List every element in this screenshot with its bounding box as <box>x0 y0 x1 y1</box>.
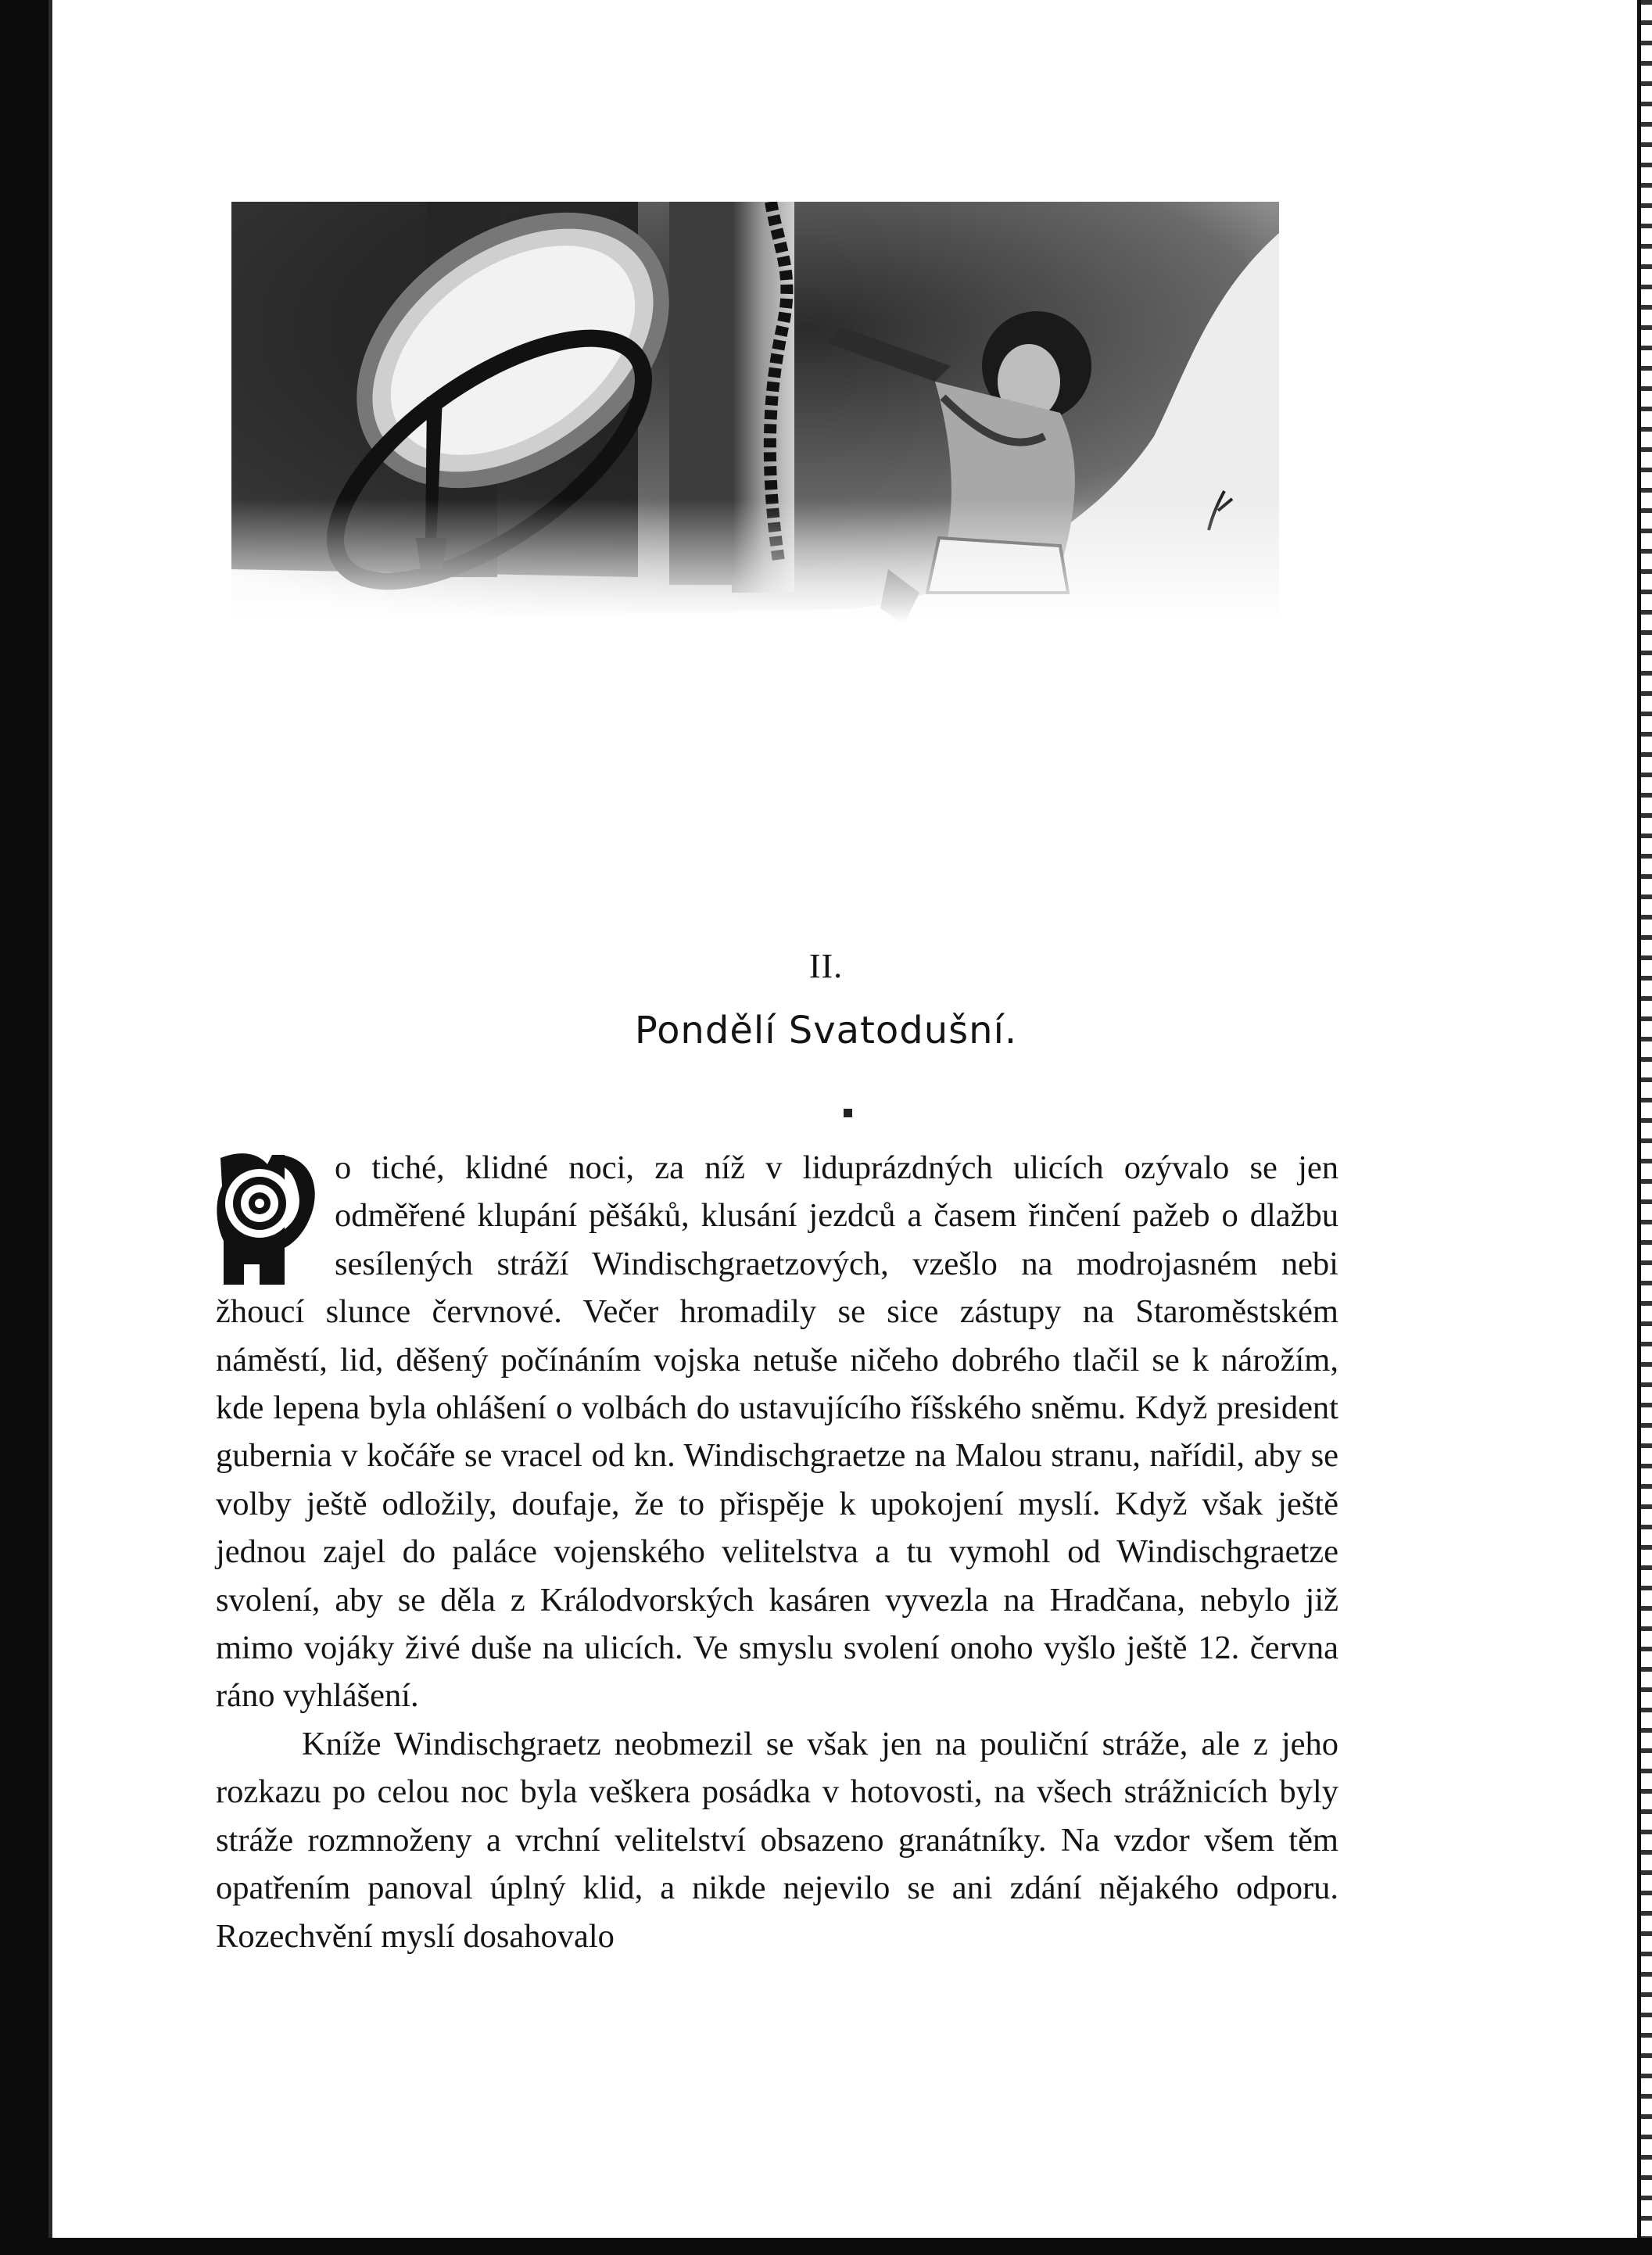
bell-ringer-illustration <box>231 202 1279 624</box>
chapter-number: II. <box>808 947 844 985</box>
scan-edge-left-inner <box>48 0 52 2255</box>
chapter-title: Pondělí Svatodušní. <box>634 1009 1018 1052</box>
decorative-initial-p-icon <box>213 1147 324 1285</box>
scan-edge-left <box>0 0 48 2255</box>
scan-edge-right-marks <box>1641 0 1652 2255</box>
scan-edge-bottom <box>0 2238 1652 2255</box>
body-text <box>216 1144 1338 1960</box>
paragraph-1: o tiché, klidné noci, za níž v liduprázdných ulicích ozývalo se jen odměřené klupání pěšáků, klusání jezdců a časem řinčení pažeb o dlažbu sesílených stráží Windischgraetzových, vzešlo na modrojasném nebi žhoucí slunce červnové. Večer hromadily se sice zástupy na Staroměstském náměstí, lid, děšený počínáním vojska netuše ničeho dobrého tlačil se k nárožím, kde lepena byla ohlášení o volbách do ustavujícího říšského sněmu. Když president gubernia v kočáře se vracel od kn. Windischgraetze na Malou stranu, nařídil, aby se volby ještě odložily, doufaje, že to přispěje k upokojení myslí. Když však ještě jednou zajel do paláce vojenského velitelstva a tu vymohl od Windischgraetze svolení, aby se děla z Králodvorských kasáren vyvezla na Hradčana, nebylo již mimo vojáky živé duše na ulicích. Ve smyslu svolení onoho vyšlo ještě 12. června ráno vyhlášení. <box>216 1149 1338 1715</box>
paragraph-2: Kníže Windischgraetz neobmezil se však jen na pouliční stráže, ale z jeho rozkazu po celou noc byla veškera posádka v hotovosti, na všech strážnicích byly stráže rozmnoženy a vrchní velitelství obsazeno granátníky. Na vzdor všem těm opatřením panoval úplný klid, a nikde nejevilo se ani zdání nějakého odporu. Rozechvění myslí dosahovalo <box>216 1725 1338 1955</box>
ornament-dot <box>844 1109 852 1117</box>
